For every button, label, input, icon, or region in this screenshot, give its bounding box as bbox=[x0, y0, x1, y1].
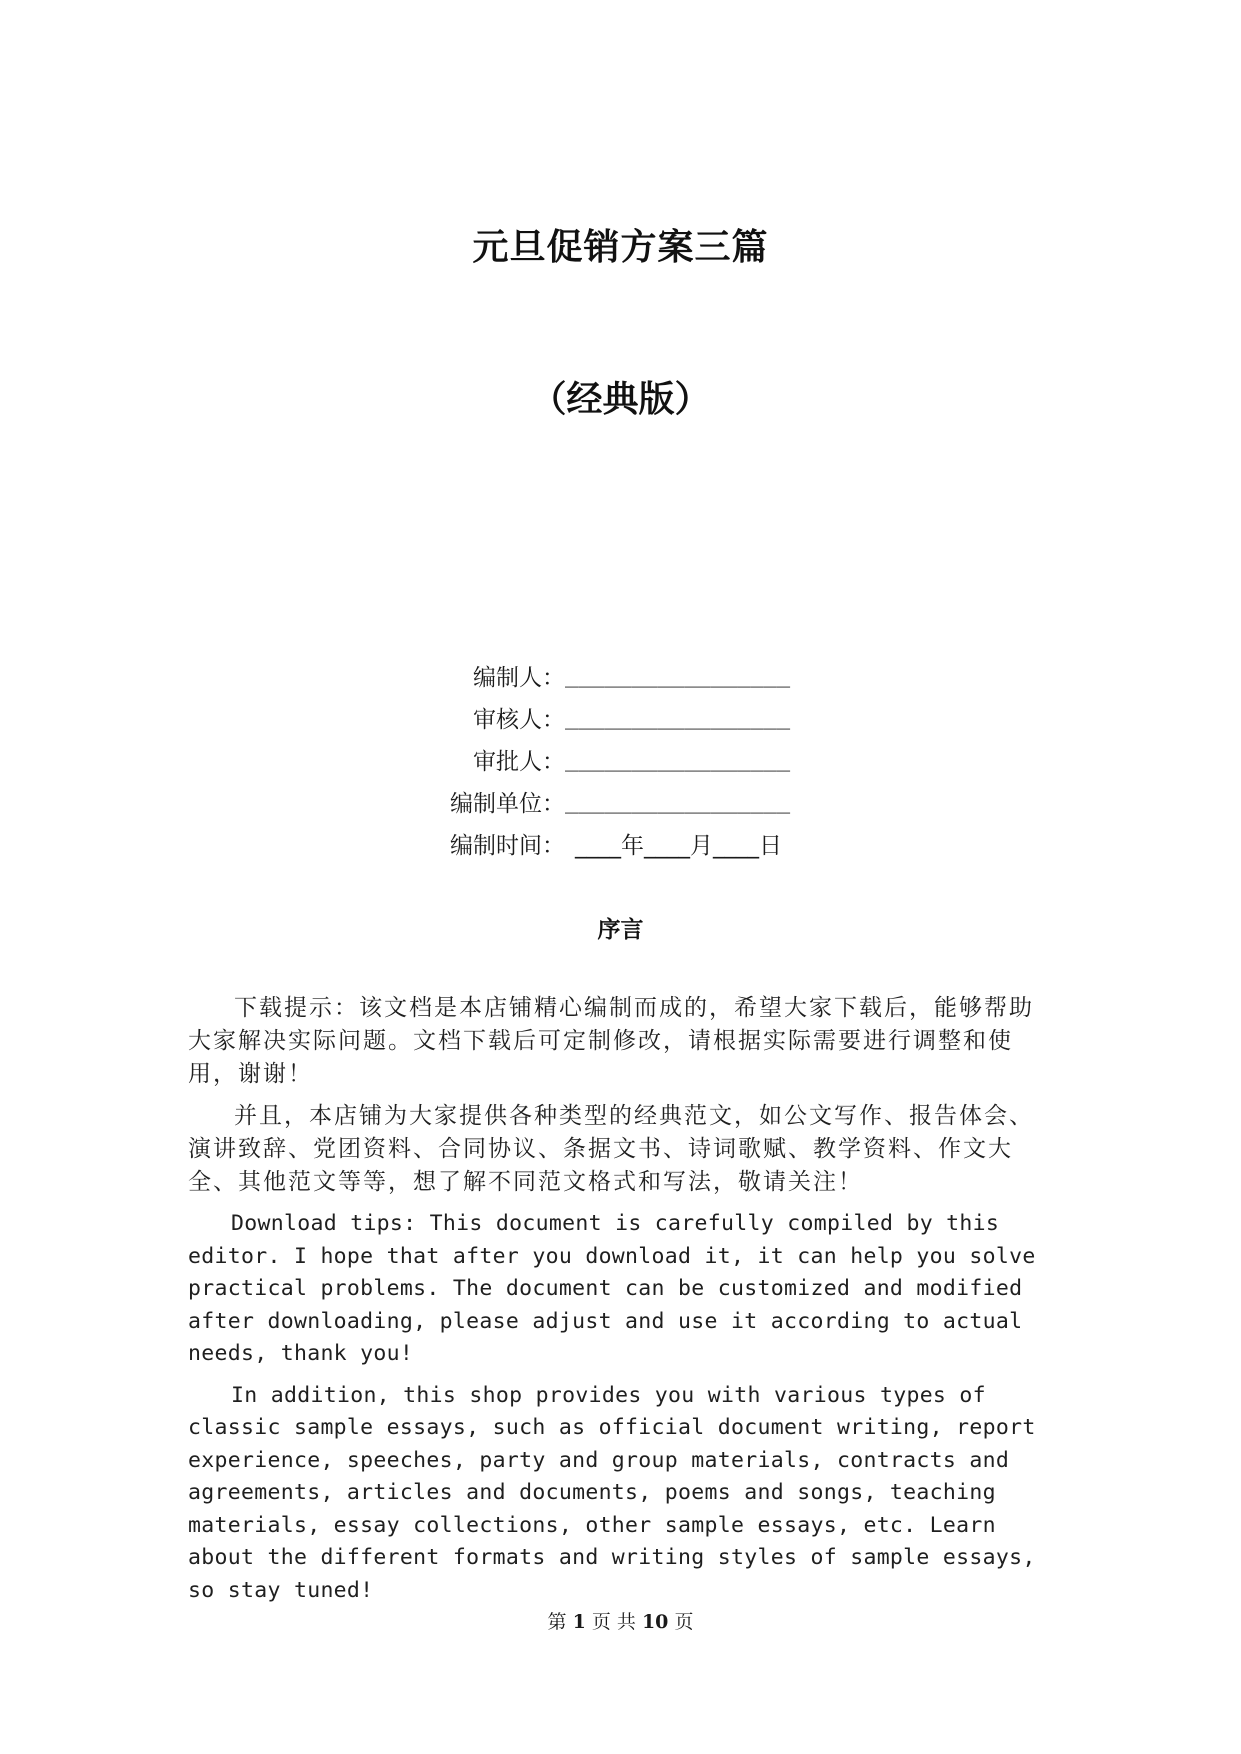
field-label: 审核人： bbox=[473, 706, 565, 733]
date-year-label: 年 bbox=[621, 832, 644, 859]
footer-prefix: 第 bbox=[547, 1611, 567, 1633]
date-blanks bbox=[565, 827, 782, 860]
footer-total-pages: 10 bbox=[641, 1611, 669, 1633]
date-day-label: 日 bbox=[759, 832, 782, 859]
field-row-date bbox=[380, 822, 900, 864]
field-blank-line: _________________ bbox=[565, 662, 791, 688]
approval-fields bbox=[380, 654, 900, 864]
paragraph-download-tips-zh: 下载提示：该文档是本店铺精心编制而成的，希望大家下载后，能够帮助大家解决实际问题。文档下载后可定制修改，请根据实际需要进行调整和使用，谢谢！ bbox=[188, 995, 1034, 1087]
field-label: 审批人： bbox=[473, 748, 565, 775]
field-blank-line: _________________ bbox=[565, 788, 791, 814]
footer-suffix: 页 bbox=[674, 1611, 694, 1633]
field-row-approver bbox=[380, 738, 900, 780]
paragraph-shop-info-zh: 并且，本店铺为大家提供各种类型的经典范文，如公文写作、报告体会、演讲致辞、党团资料、合同协议、条据文书、诗词歌赋、教学资料、作文大全、其他范文等等，想了解不同范文格式和写法，敬请关注！ bbox=[188, 1103, 1034, 1195]
field-row-unit bbox=[380, 780, 900, 822]
field-label: 编制人： bbox=[473, 664, 565, 691]
date-month-label: 月 bbox=[690, 832, 713, 859]
preface-heading: 序言 bbox=[597, 917, 644, 943]
date-blank-month: ____ bbox=[644, 832, 690, 859]
field-label: 编制时间： bbox=[450, 832, 565, 859]
field-blank-line: _________________ bbox=[565, 704, 791, 730]
date-blank-year: ____ bbox=[575, 832, 621, 859]
paragraph-download-tips-en: Download tips: This document is carefully compiled by this editor. I hope that after you download it, it can help you solve practical problems. The document can be customized and modified after downloading, please adjust and use it according to actual needs, thank you! bbox=[188, 1211, 1036, 1366]
footer-current-page: 1 bbox=[572, 1611, 586, 1633]
page-footer bbox=[0, 1608, 1241, 1636]
date-blank-day: ____ bbox=[713, 832, 759, 859]
preface-body bbox=[188, 992, 1058, 1616]
field-row-reviewer bbox=[380, 696, 900, 738]
field-label: 编制单位： bbox=[450, 790, 565, 817]
document-subtitle: （经典版） bbox=[530, 379, 711, 420]
paragraph-shop-info-en: In addition, this shop provides you with various types of classic sample essays, such as official document writing, report experience, speeches, party and group materials, contracts and agreements, articles and documents, poems and songs, teaching materials, essay collections, other sample essays, etc. Learn about the different formats and writing styles of sample essays, so stay tuned! bbox=[188, 1382, 1036, 1603]
footer-middle: 页 共 bbox=[591, 1611, 636, 1633]
field-blank-line: _________________ bbox=[565, 746, 791, 772]
document-title: 元旦促销方案三篇 bbox=[472, 227, 769, 268]
field-row-author bbox=[380, 654, 900, 696]
